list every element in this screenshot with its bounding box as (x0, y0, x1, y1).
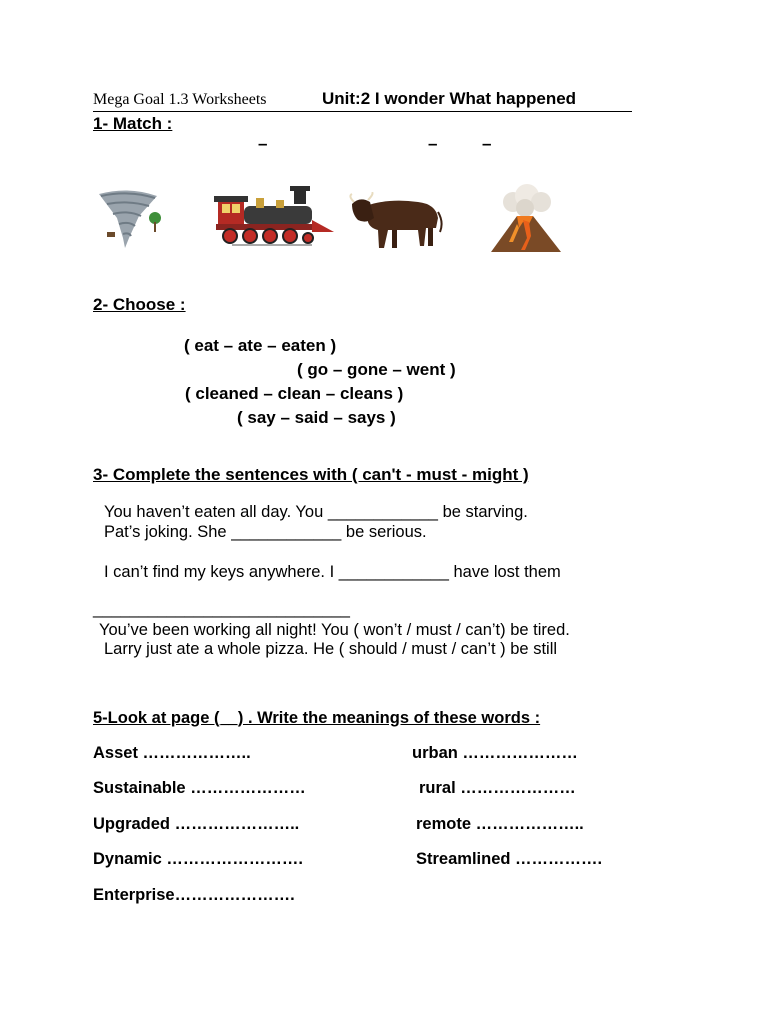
vocab-dynamic: Dynamic ……………………. (93, 850, 303, 868)
worksheet-title: Mega Goal 1.3 Worksheets (93, 91, 267, 108)
section1-heading: 1- Match : (93, 114, 173, 133)
unit-title: Unit:2 I wonder What happened (322, 89, 577, 108)
header-underline (93, 111, 632, 112)
section3-heading: 3- Complete the sentences with ( can't - must - might ) (93, 465, 529, 484)
vocab-remote: remote ……………….. (416, 815, 584, 833)
choice-1: ( eat – ate – eaten ) (184, 336, 337, 355)
vocab-urban: urban ………………… (412, 744, 578, 762)
volcano-icon (487, 184, 565, 256)
vocab-rural: rural ………………… (419, 779, 576, 797)
sentence-4: You’ve been working all night! You ( won’t / must / can’t) be tired. (99, 621, 570, 639)
section5-heading: 5-Look at page (__) . Write the meanings of these words : (93, 709, 541, 727)
vocab-upgraded: Upgraded ………………….. (93, 815, 300, 833)
section2-heading: 2- Choose : (93, 295, 186, 314)
match-blank-2: – (428, 134, 438, 153)
bull-icon (348, 192, 444, 252)
sentence-5: Larry just ate a whole pizza. He ( should / must / can’t ) be still (104, 640, 558, 658)
match-blank-3: – (482, 134, 492, 153)
sentence-1: You haven’t eaten all day. You ____________ be starving. (104, 503, 528, 521)
choice-2: ( go – gone – went ) (297, 360, 456, 379)
vocab-asset: Asset ……………….. (93, 744, 251, 762)
choice-3: ( cleaned – clean – cleans ) (185, 384, 404, 403)
answer-line: ____________________________ (93, 600, 350, 618)
vocab-sustainable: Sustainable ………………… (93, 779, 306, 797)
train-icon (210, 186, 340, 248)
vocab-streamlined: Streamlined ……………. (416, 850, 603, 868)
choice-4: ( say – said – says ) (237, 408, 396, 427)
sentence-3: I can’t find my keys anywhere. I ____________ have lost them (104, 563, 561, 581)
match-blank-1: – (258, 134, 268, 153)
vocab-enterprise: Enterprise…………………. (93, 886, 295, 904)
tornado-icon (93, 188, 165, 254)
sentence-2: Pat’s joking. She ____________ be serious. (104, 523, 427, 541)
